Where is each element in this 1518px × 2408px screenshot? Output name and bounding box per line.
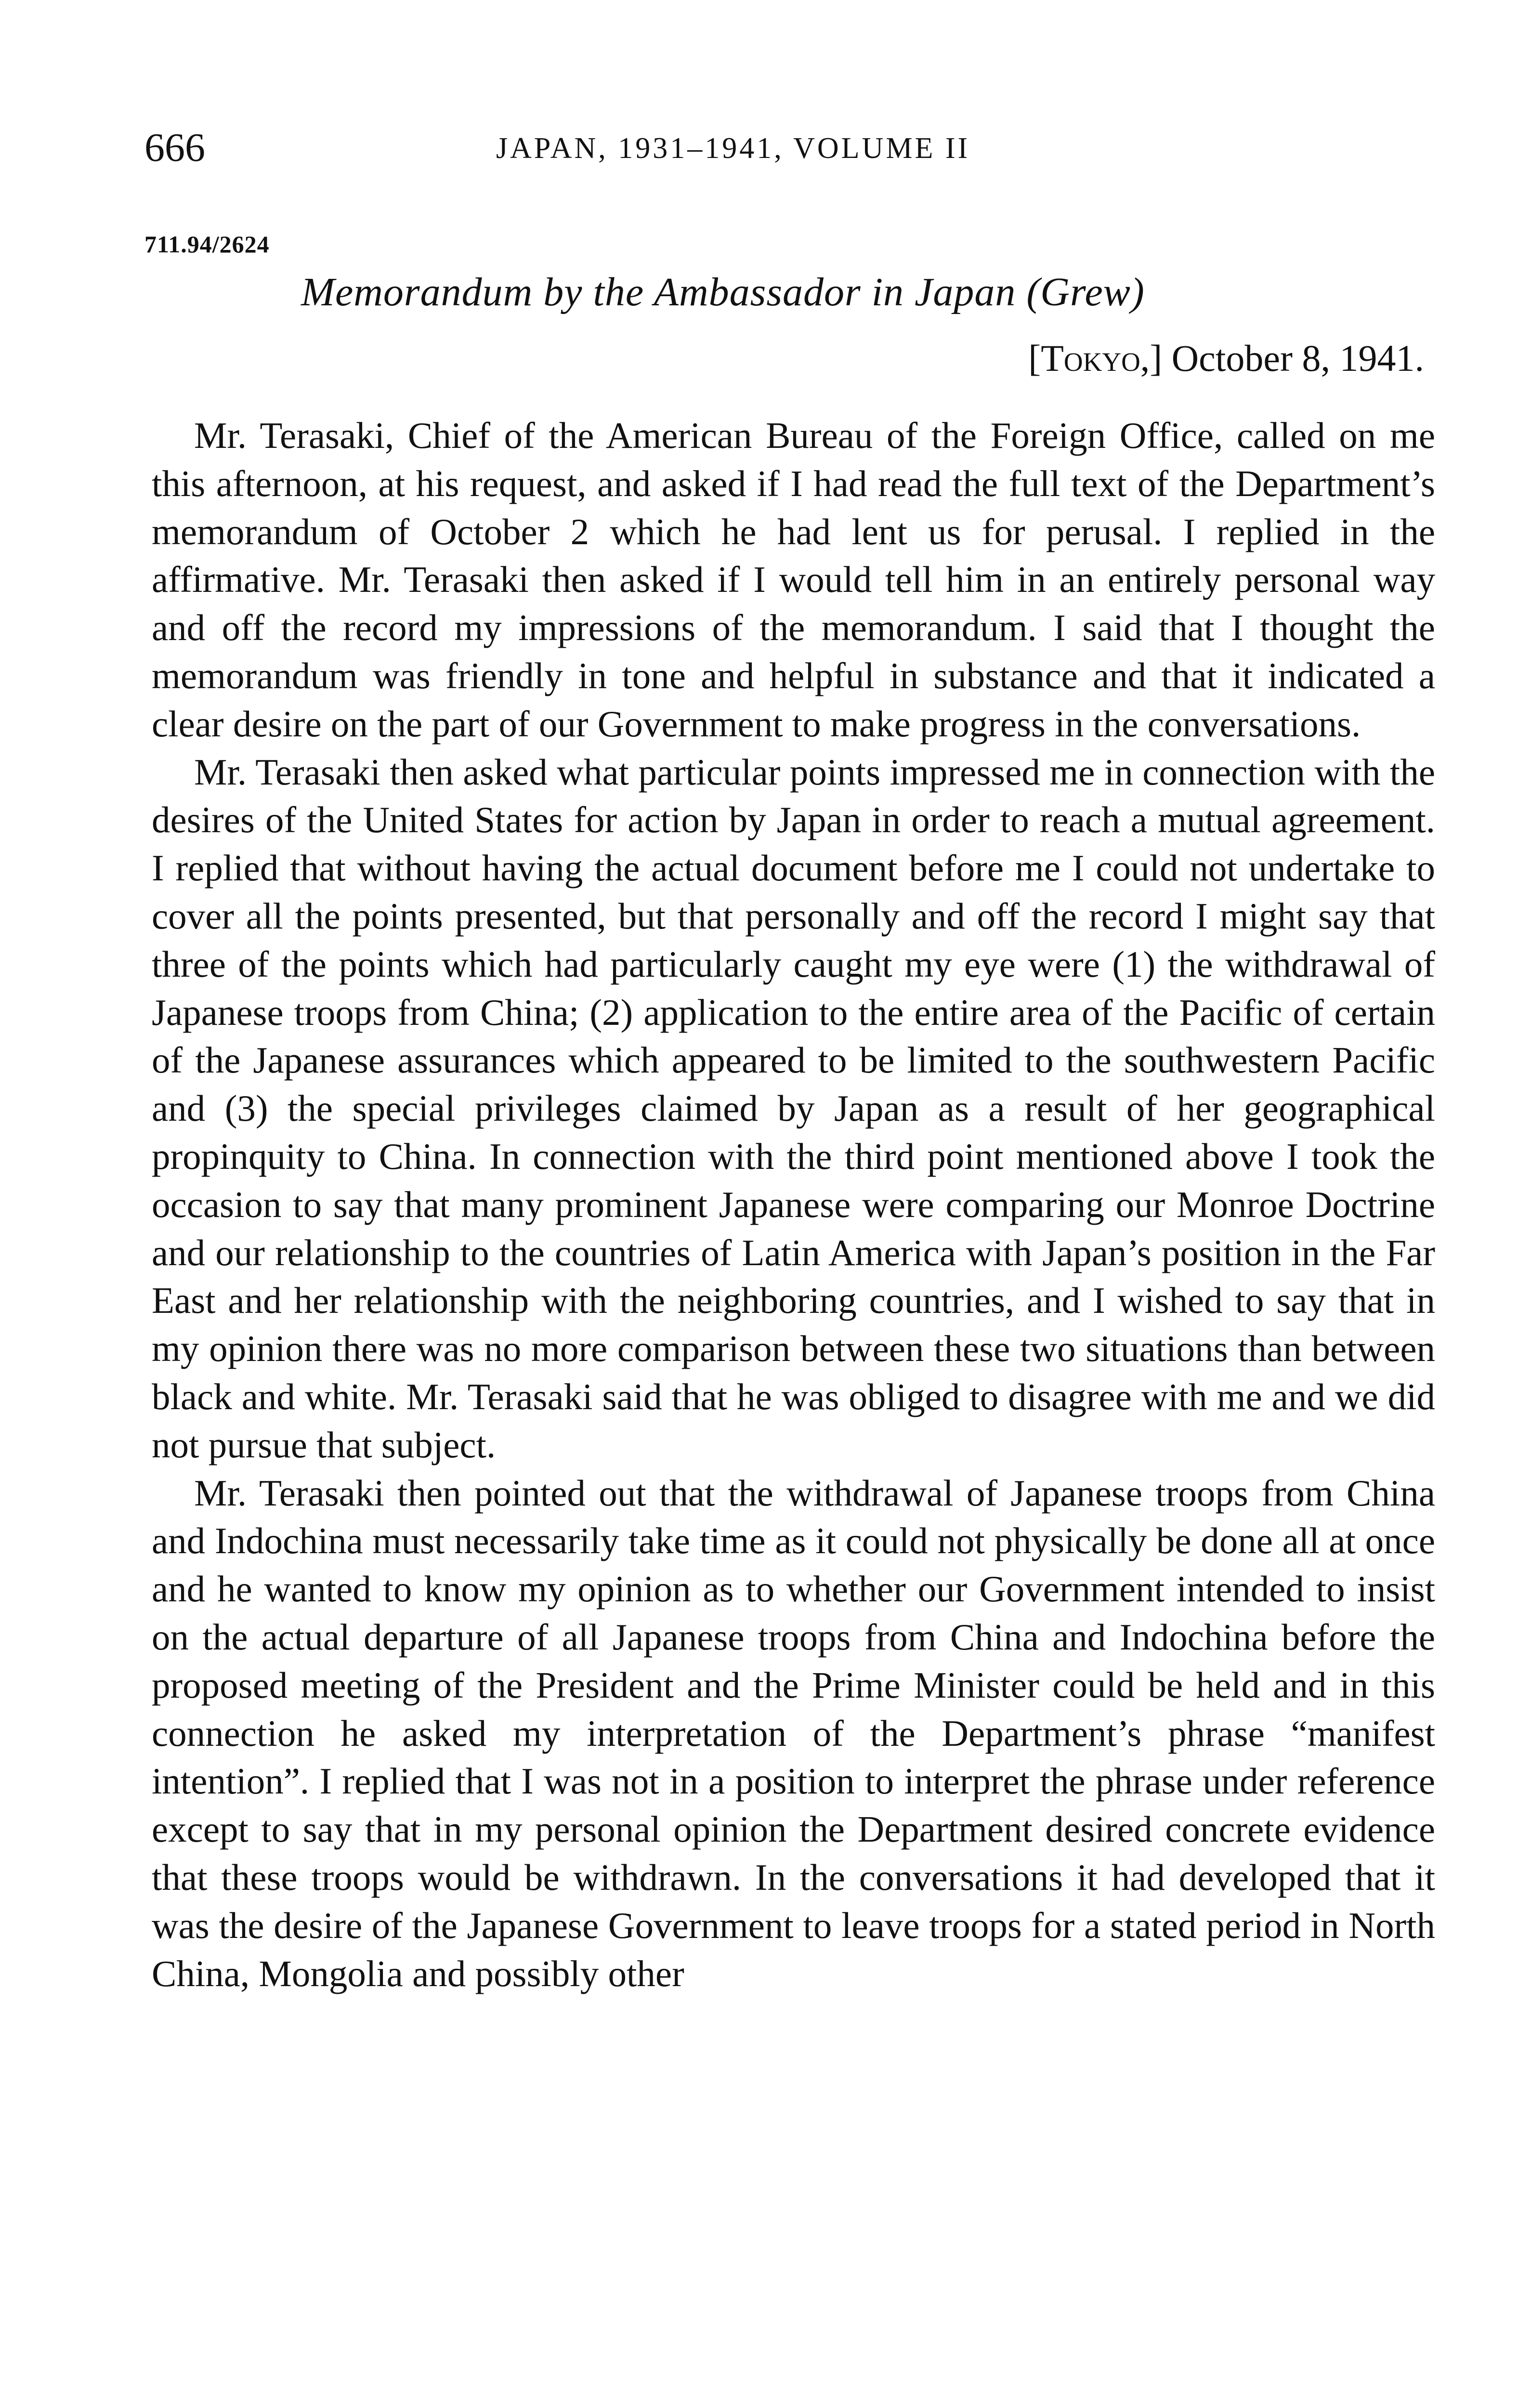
file-reference: 711.94/2624 xyxy=(144,231,270,258)
dateline-date: October 8, 1941. xyxy=(1171,337,1424,379)
document-title: Memorandum by the Ambassador in Japan (Grew) xyxy=(301,270,1145,314)
page-header xyxy=(144,125,1421,195)
dateline xyxy=(1028,337,1424,379)
body-text xyxy=(152,412,1435,1998)
paragraph: Mr. Terasaki then asked what particular points impressed me in connection with the desires of the United States for action by Japan in order to reach a mutual agreement. I replied that without having the actual document before me I could not undertake to cover all the points presented, but that personally and off the record I might say that three of the points which had particularly caught my eye were (1) the withdrawal of Japanese troops from China; (2) application to the entire area of the Pacific of certain of the Japanese assurances which appeared to be limited to the southwestern Pacific and (3) the special privileges claimed by Japan as a result of her geographical propinquity to China. In connection with the third point mentioned above I took the occasion to say that many prominent Japanese were comparing our Monroe Doctrine and our relationship to the countries of Latin America with Japan’s position in the Far East and her relationship with the neighboring countries, and I wished to say that in my opinion there was no more comparison between these two situations than between black and white. Mr. Terasaki said that he was obliged to disagree with me and we did not pursue that subject. xyxy=(152,751,1435,1466)
page-number: 666 xyxy=(144,125,205,170)
running-head: JAPAN, 1931–1941, VOLUME II xyxy=(496,132,970,165)
paragraph: Mr. Terasaki, Chief of the American Bureau of the Foreign Office, called on me this afternoon, at his request, and asked if I had read the full text of the Department’s memorandum of October 2 which he had lent us for perusal. I replied in the affirmative. Mr. Terasaki then asked if I would tell him in an entirely personal way and off the record my impressions of the memorandum. I said that I thought the memorandum was friendly in tone and helpful in substance and that it indicated a clear desire on the part of our Government to make progress in the conversations. xyxy=(152,415,1435,745)
dateline-place: [Tokyo,] xyxy=(1028,337,1163,379)
paragraph: Mr. Terasaki then pointed out that the withdrawal of Japanese troops from China and Indochina must necessarily take time as it could not physically be done all at once and he wanted to know my opinion as to whether our Government intended to insist on the actual departure of all Japanese troops from China and Indochina before the proposed meeting of the President and the Prime Minister could be held and in this connection he asked my interpretation of the Department’s phrase “manifest intention”. I replied that I was not in a position to interpret the phrase under reference except to say that in my personal opinion the Department desired concrete evidence that these troops would be withdrawn. In the conversations it had developed that it was the desire of the Japanese Government to leave troops for a stated period in North China, Mongolia and possibly other xyxy=(152,1472,1435,1994)
